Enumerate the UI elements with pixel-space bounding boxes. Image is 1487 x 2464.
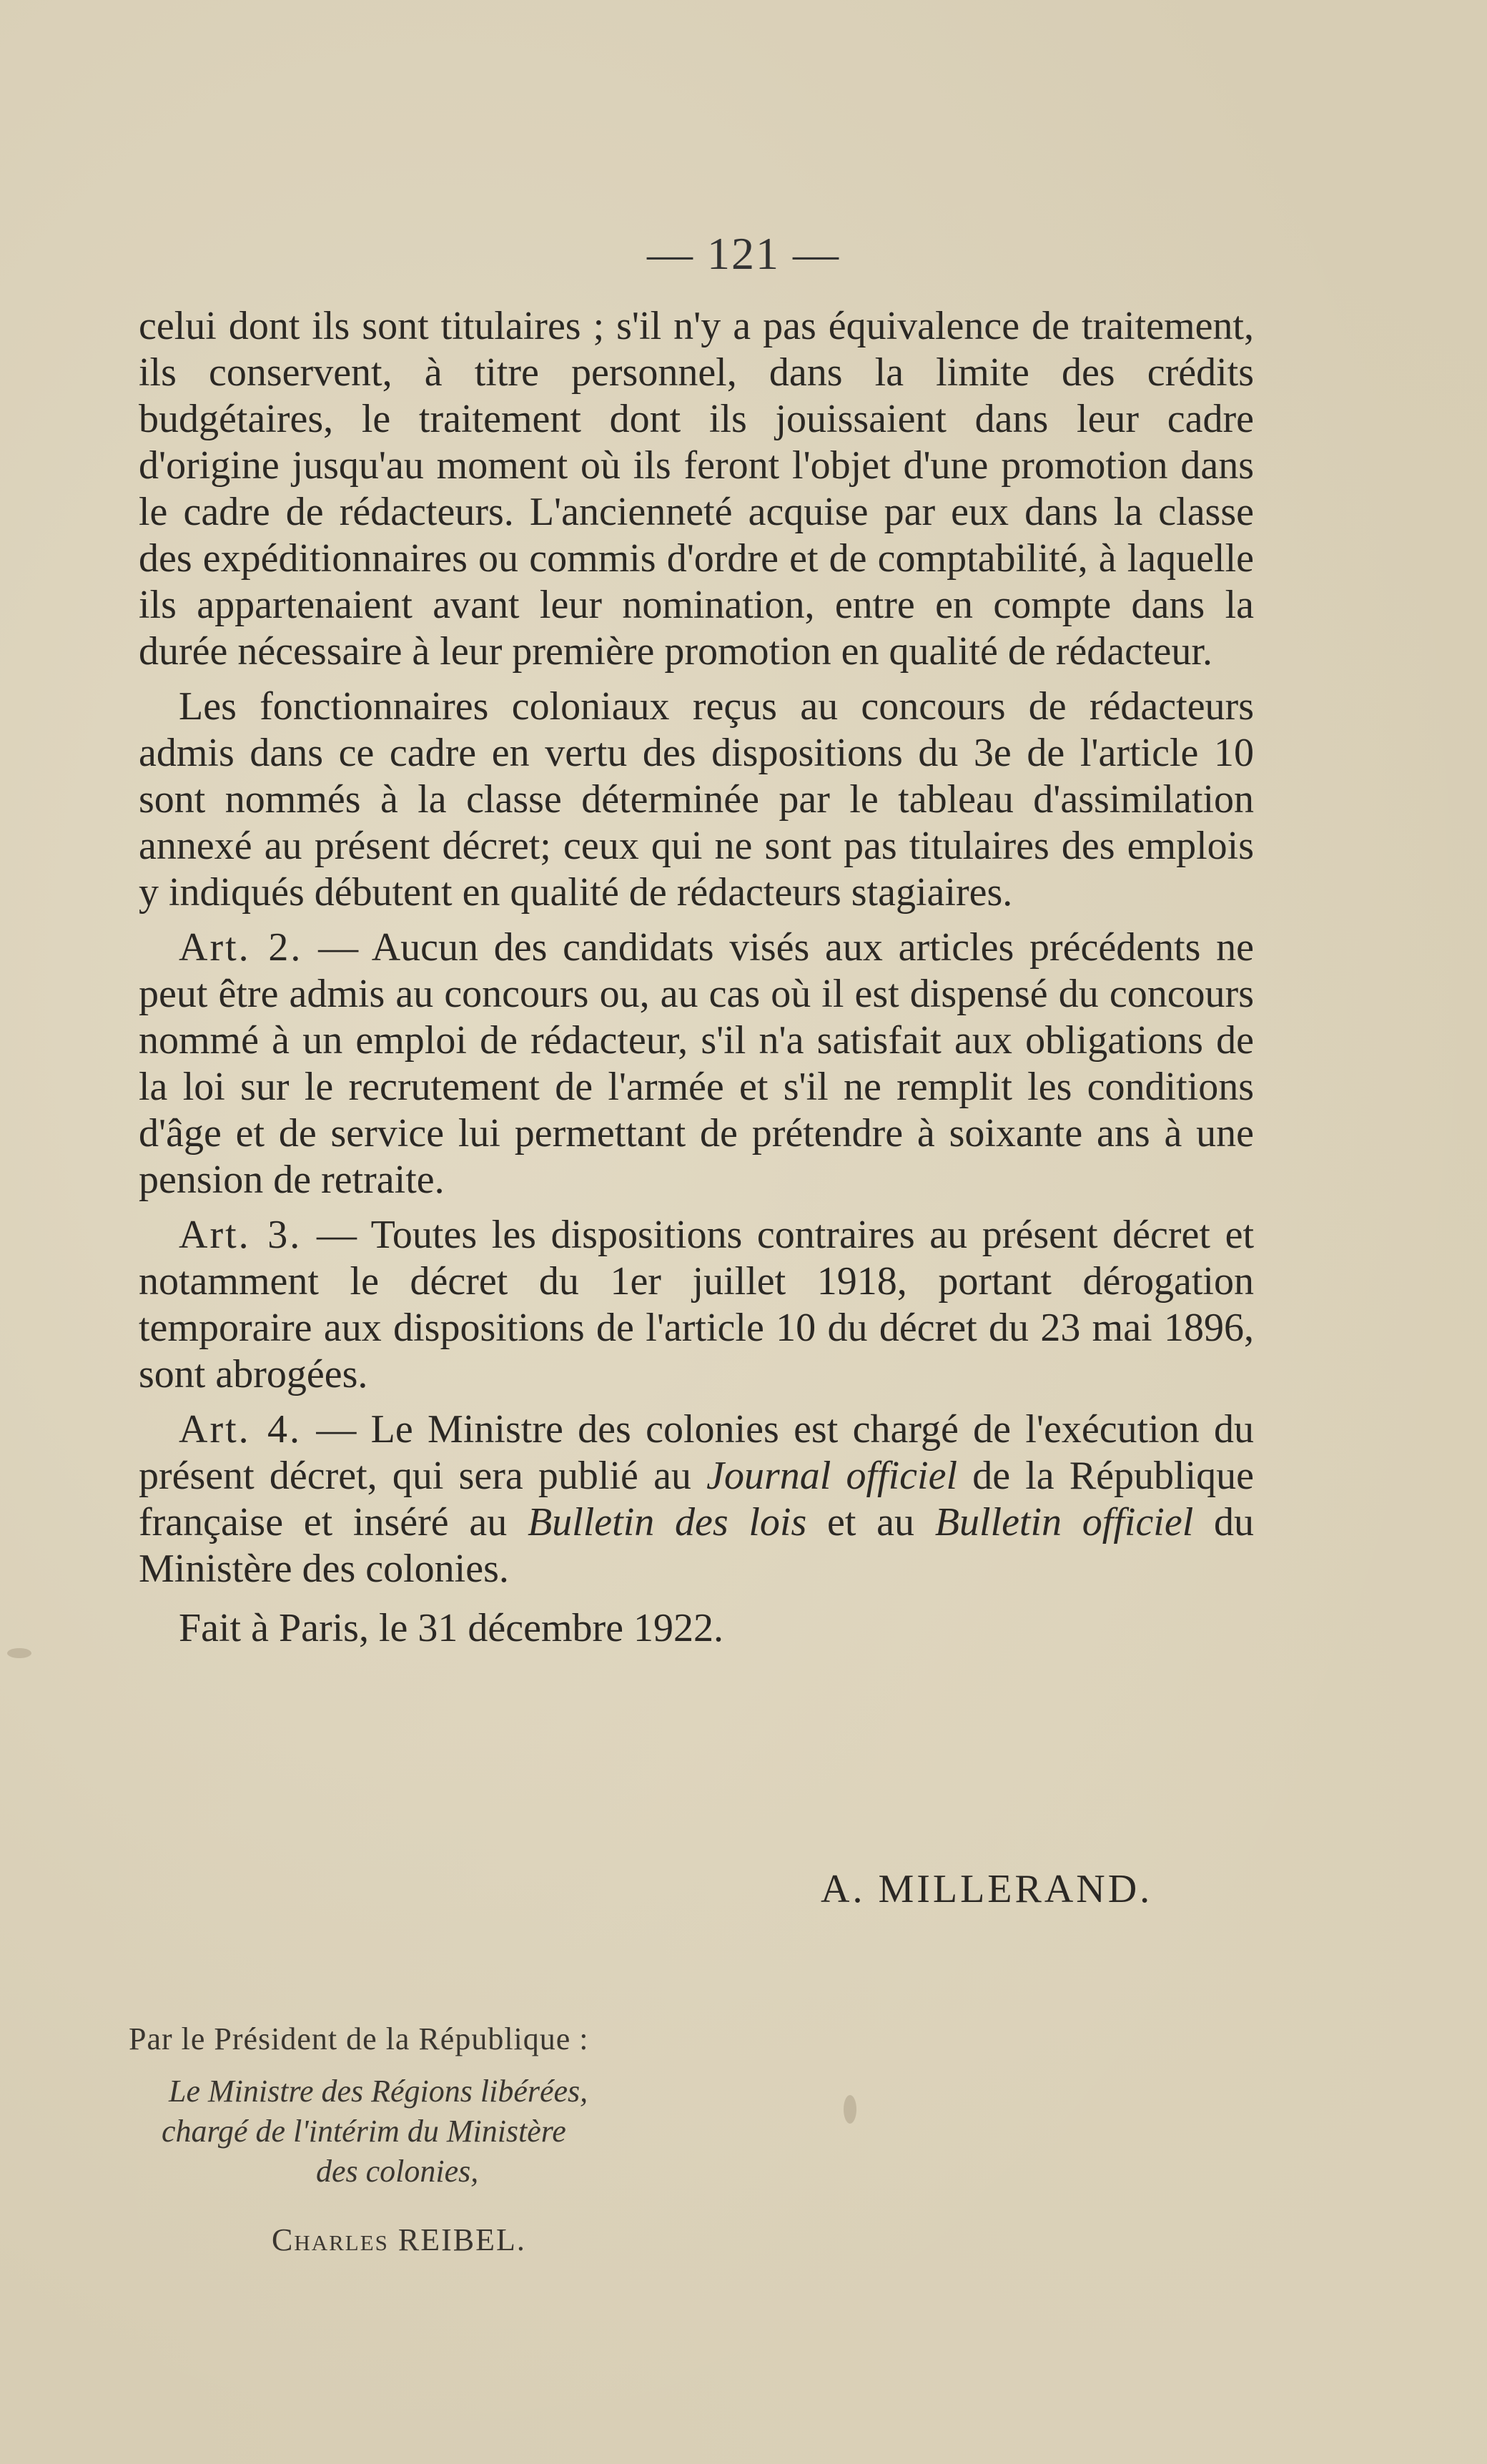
journal-officiel-title: Journal officiel (706, 1454, 957, 1498)
minister-name (272, 2222, 589, 2258)
article-4-text-mid: de la République française et inséré au (139, 1454, 1254, 1544)
countersign-intro: Par le Président de la République : (129, 2021, 589, 2056)
article-4-label: Art. 4. (179, 1407, 302, 1452)
paper-stain (7, 1648, 31, 1658)
article-2 (139, 925, 1254, 1203)
article-4-text-and: et au (827, 1500, 915, 1544)
article-4 (139, 1406, 1254, 1592)
bulletin-des-lois-title: Bulletin des lois (527, 1500, 807, 1544)
president-signature: A. MILLERAND. (821, 1867, 1153, 1911)
article-4-text-after: du Ministère des colonies. (139, 1500, 1255, 1591)
article-2-text: — Aucun des candidats visés aux articles précédents ne peut être admis au concours ou, au cas où il est dispensé du concours nommé à un emploi de rédacteur, s'il n'a satisfait aux obligations de la loi sur le recrutement de l'armée et s'il ne remplit les conditions d'âge et de service lui permettant de prétendre à soixante ans à une pension de retraite. (139, 925, 1254, 1202)
minister-line-2: chargé de l'intérim du Ministère (162, 2114, 566, 2149)
countersignature-block (129, 2021, 589, 2258)
paragraph-1: celui dont ils sont titulaires ; s'il n'y a pas équivalence de traitement, ils conservent, à titre personnel, dans la limite des crédits budgétaires, le traitement dont ils jouissaient dans leur cadre d'origine jusqu'au moment où ils feront l'objet d'une promotion dans le cadre de rédacteurs. L'ancienneté acquise par eux dans la classe des expéditionnaires ou commis d'ordre et de comptabilité, à laquelle ils appartenaient avant leur nomination, entre en compte dans la durée nécessaire à leur première promotion en qualité de rédacteur. (139, 304, 1254, 674)
minister-last-name: REIBEL. (397, 2222, 526, 2257)
bulletin-officiel-title: Bulletin officiel (934, 1500, 1194, 1544)
minister-line-1: Le Ministre des Régions libérées, (169, 2074, 588, 2109)
paragraph-2: Les fonctionnaires coloniaux reçus au concours de rédacteurs admis dans ce cadre en vertu des dispositions du 3e de l'article 10 sont nommés à la classe déterminée par le tableau d'assimilation annexé au présent décret; ceux qui ne sont pas titulaires des emplois y indiqués débutent en qualité de rédacteurs stagiaires. (139, 684, 1254, 915)
article-3-label: Art. 3. (179, 1213, 302, 1257)
minister-first-name: Charles (272, 2222, 389, 2257)
minister-title (129, 2071, 589, 2192)
article-2-label: Art. 2. (179, 925, 303, 970)
minister-line-3: des colonies, (316, 2154, 479, 2189)
page-number: — 121 — (647, 228, 840, 279)
article-4-text-before: — Le Ministre des colonies est chargé de l'exécution du présent décret, qui sera publié au (139, 1407, 1255, 1498)
paper-stain (844, 2095, 856, 2124)
decree-body (139, 303, 1254, 1652)
date-line: Fait à Paris, le 31 décembre 1922. (179, 1606, 724, 1650)
article-3 (139, 1212, 1254, 1398)
article-3-text: — Toutes les dispositions contraires au présent décret et notamment le décret du 1er juillet 1918, portant dérogation temporaire aux dispositions de l'article 10 du décret du 23 mai 1896, sont abrogées. (139, 1213, 1255, 1396)
